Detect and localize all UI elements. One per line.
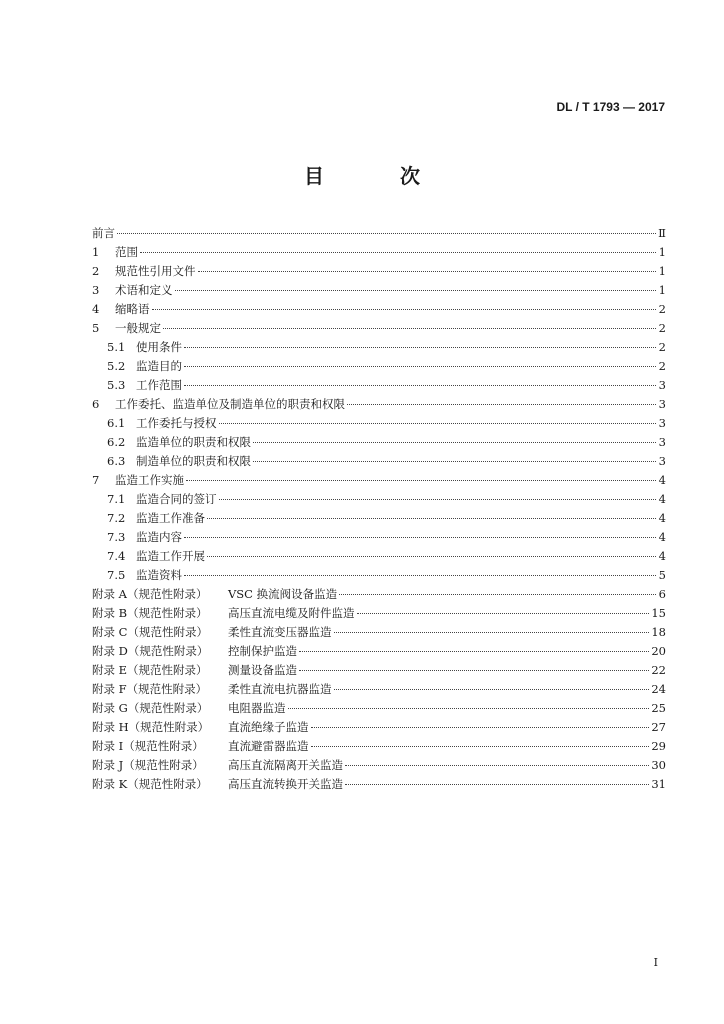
toc-entry-number: 6 — [92, 397, 100, 411]
toc-leader-dots — [186, 480, 656, 481]
toc-entry-page: 3 — [658, 397, 666, 411]
toc-entry-label: 监造目的 — [136, 359, 182, 373]
toc-entry-page: 18 — [651, 625, 666, 639]
toc-entry-page: 5 — [658, 568, 666, 582]
document-code: DL / T 1793 — 2017 — [556, 100, 665, 114]
toc-leader-dots — [163, 328, 656, 329]
toc-leader-dots — [184, 366, 656, 367]
toc-entry-number: 4 — [92, 302, 100, 316]
toc-entry[interactable] — [92, 700, 666, 719]
toc-entry-number: 附录 J（规范性附录） — [92, 758, 204, 772]
toc-entry-number: 7.2 — [107, 511, 126, 525]
toc-entry-number: 附录 I（规范性附录） — [92, 739, 204, 753]
toc-entry-label: 高压直流隔离开关监造 — [228, 758, 343, 772]
toc-entry-number: 附录 C（规范性附录） — [92, 625, 208, 639]
toc-entry-number: 7.5 — [107, 568, 126, 582]
toc-entry-number: 7 — [92, 473, 100, 487]
toc-entry-page: 2 — [658, 359, 666, 373]
toc-entry-label: 柔性直流变压器监造 — [228, 625, 332, 639]
toc-entry-number: 附录 A（规范性附录） — [92, 587, 208, 601]
toc-entry[interactable] — [92, 662, 666, 681]
toc-entry-label: 使用条件 — [136, 340, 182, 354]
toc-entry-label: 制造单位的职责和权限 — [136, 454, 251, 468]
toc-entry-number: 2 — [92, 264, 100, 278]
toc-entry-number: 1 — [92, 245, 100, 259]
toc-entry-page: 4 — [658, 549, 666, 563]
toc-entry-label: 范围 — [115, 245, 138, 259]
toc-entry-page: 25 — [651, 701, 666, 715]
toc-entry-label: 监造资料 — [136, 568, 182, 582]
toc-entry-page: 22 — [651, 663, 666, 677]
toc-entry-page: 6 — [658, 587, 666, 601]
toc-entry[interactable] — [92, 510, 666, 529]
toc-entry-number: 6.2 — [107, 435, 126, 449]
toc-entry[interactable] — [92, 681, 666, 700]
toc-leader-dots — [339, 594, 656, 595]
toc-entry-page: 4 — [658, 473, 666, 487]
toc-leader-dots — [299, 670, 649, 671]
toc-leader-dots — [299, 651, 649, 652]
toc-entry-label: 工作范围 — [136, 378, 182, 392]
toc-entry[interactable] — [92, 263, 666, 282]
toc-leader-dots — [219, 423, 657, 424]
toc-entry-number: 7.1 — [107, 492, 126, 506]
toc-entry[interactable] — [92, 358, 666, 377]
toc-entry-number: 附录 D（规范性附录） — [92, 644, 209, 658]
toc-entry-page: 1 — [658, 283, 666, 297]
toc-entry-label: 高压直流转换开关监造 — [228, 777, 343, 791]
toc-entry-label: 监造内容 — [136, 530, 182, 544]
toc-entry-page: Ⅱ — [658, 226, 666, 240]
toc-entry[interactable] — [92, 567, 666, 586]
toc-entry[interactable] — [92, 776, 666, 795]
toc-entry-page: 2 — [658, 302, 666, 316]
toc-leader-dots — [219, 499, 657, 500]
toc-entry[interactable] — [92, 491, 666, 510]
toc-leader-dots — [175, 290, 657, 291]
toc-leader-dots — [253, 461, 656, 462]
toc-entry-label: 高压直流电缆及附件监造 — [228, 606, 355, 620]
toc-entry-number: 附录 H（规范性附录） — [92, 720, 210, 734]
toc-entry-page: 3 — [658, 454, 666, 468]
toc-entry-label: 监造工作实施 — [115, 473, 184, 487]
toc-entry-page: 20 — [651, 644, 666, 658]
toc-entry-label: 缩略语 — [115, 302, 150, 316]
toc-entry-number: 附录 G（规范性附录） — [92, 701, 209, 715]
toc-entry-page: 2 — [658, 321, 666, 335]
toc-leader-dots — [288, 708, 650, 709]
toc-entry-page: 3 — [658, 416, 666, 430]
toc-entry[interactable] — [92, 453, 666, 472]
toc-entry-label: 直流避雷器监造 — [228, 739, 309, 753]
toc-entry-number: 6.3 — [107, 454, 126, 468]
toc-leader-dots — [184, 537, 656, 538]
toc-entry[interactable] — [92, 624, 666, 643]
toc-entry-label: 柔性直流电抗器监造 — [228, 682, 332, 696]
toc-entry[interactable] — [92, 529, 666, 548]
page-folio: I — [653, 956, 658, 969]
toc-entry[interactable] — [92, 301, 666, 320]
toc-entry-label: 监造合同的签订 — [136, 492, 217, 506]
toc-entry-label: 测量设备监造 — [228, 663, 297, 677]
toc-entry-number: 5 — [92, 321, 100, 335]
toc-entry-label: 术语和定义 — [115, 283, 173, 297]
toc-leader-dots — [117, 233, 656, 234]
toc-entry[interactable] — [92, 757, 666, 776]
table-of-contents — [92, 225, 666, 795]
toc-entry[interactable] — [92, 643, 666, 662]
toc-entry-label: 监造工作开展 — [136, 549, 205, 563]
toc-entry-number: 6.1 — [107, 416, 126, 430]
toc-entry-page: 3 — [658, 435, 666, 449]
toc-entry[interactable] — [92, 719, 666, 738]
toc-entry-label: 工作委托与授权 — [136, 416, 217, 430]
toc-entry-number: 5.2 — [107, 359, 126, 373]
toc-entry[interactable] — [92, 586, 666, 605]
toc-entry-page: 15 — [651, 606, 666, 620]
toc-entry-page: 4 — [658, 511, 666, 525]
toc-entry-label: VSC 换流阀设备监造 — [228, 587, 338, 601]
toc-entry-label: 电阻器监造 — [228, 701, 286, 715]
toc-entry[interactable] — [92, 605, 666, 624]
toc-entry-label: 控制保护监造 — [228, 644, 297, 658]
toc-leader-dots — [345, 765, 649, 766]
toc-entry-label: 一般规定 — [115, 321, 161, 335]
toc-leader-dots — [207, 518, 656, 519]
toc-entry-page: 4 — [658, 492, 666, 506]
toc-leader-dots — [357, 613, 650, 614]
toc-entry-page: 3 — [658, 378, 666, 392]
toc-leader-dots — [334, 689, 650, 690]
toc-leader-dots — [184, 575, 656, 576]
toc-entry[interactable] — [92, 472, 666, 491]
toc-leader-dots — [253, 442, 656, 443]
toc-entry[interactable] — [92, 282, 666, 301]
toc-entry[interactable] — [92, 339, 666, 358]
toc-entry-label: 直流绝缘子监造 — [228, 720, 309, 734]
toc-entry-page: 27 — [651, 720, 666, 734]
toc-leader-dots — [184, 385, 656, 386]
toc-entry-page: 1 — [658, 245, 666, 259]
toc-entry[interactable] — [92, 244, 666, 263]
toc-entry-number: 附录 F（规范性附录） — [92, 682, 208, 696]
toc-entry-label: 工作委托、监造单位及制造单位的职责和权限 — [115, 397, 345, 411]
toc-leader-dots — [334, 632, 650, 633]
toc-entry-page: 31 — [651, 777, 666, 791]
toc-entry[interactable] — [92, 396, 666, 415]
toc-entry-number: 5.3 — [107, 378, 126, 392]
toc-leader-dots — [152, 309, 657, 310]
page-title: 目 次 — [304, 164, 448, 188]
toc-entry-page: 2 — [658, 340, 666, 354]
toc-entry-number: 7.3 — [107, 530, 126, 544]
toc-leader-dots — [347, 404, 656, 405]
toc-entry[interactable] — [92, 225, 666, 244]
toc-entry-number: 附录 B（规范性附录） — [92, 606, 208, 620]
toc-entry[interactable] — [92, 377, 666, 396]
toc-entry[interactable] — [92, 434, 666, 453]
toc-entry-page: 24 — [651, 682, 666, 696]
toc-leader-dots — [311, 746, 650, 747]
toc-entry-number: 附录 K（规范性附录） — [92, 777, 208, 791]
toc-leader-dots — [184, 347, 656, 348]
toc-leader-dots — [345, 784, 649, 785]
toc-leader-dots — [207, 556, 656, 557]
toc-entry[interactable] — [92, 320, 666, 339]
toc-entry[interactable] — [92, 738, 666, 757]
toc-entry-page: 4 — [658, 530, 666, 544]
toc-entry-page: 30 — [651, 758, 666, 772]
toc-leader-dots — [140, 252, 656, 253]
toc-entry-number: 附录 E（规范性附录） — [92, 663, 208, 677]
toc-entry-label: 规范性引用文件 — [115, 264, 196, 278]
toc-entry-label: 前言 — [92, 226, 115, 240]
toc-leader-dots — [311, 727, 650, 728]
toc-entry-number: 3 — [92, 283, 100, 297]
toc-entry-page: 1 — [658, 264, 666, 278]
toc-entry[interactable] — [92, 415, 666, 434]
toc-entry-number: 7.4 — [107, 549, 126, 563]
toc-entry-label: 监造工作准备 — [136, 511, 205, 525]
toc-leader-dots — [198, 271, 657, 272]
toc-entry-label: 监造单位的职责和权限 — [136, 435, 251, 449]
toc-entry-page: 29 — [651, 739, 666, 753]
toc-entry-number: 5.1 — [107, 340, 126, 354]
toc-entry[interactable] — [92, 548, 666, 567]
